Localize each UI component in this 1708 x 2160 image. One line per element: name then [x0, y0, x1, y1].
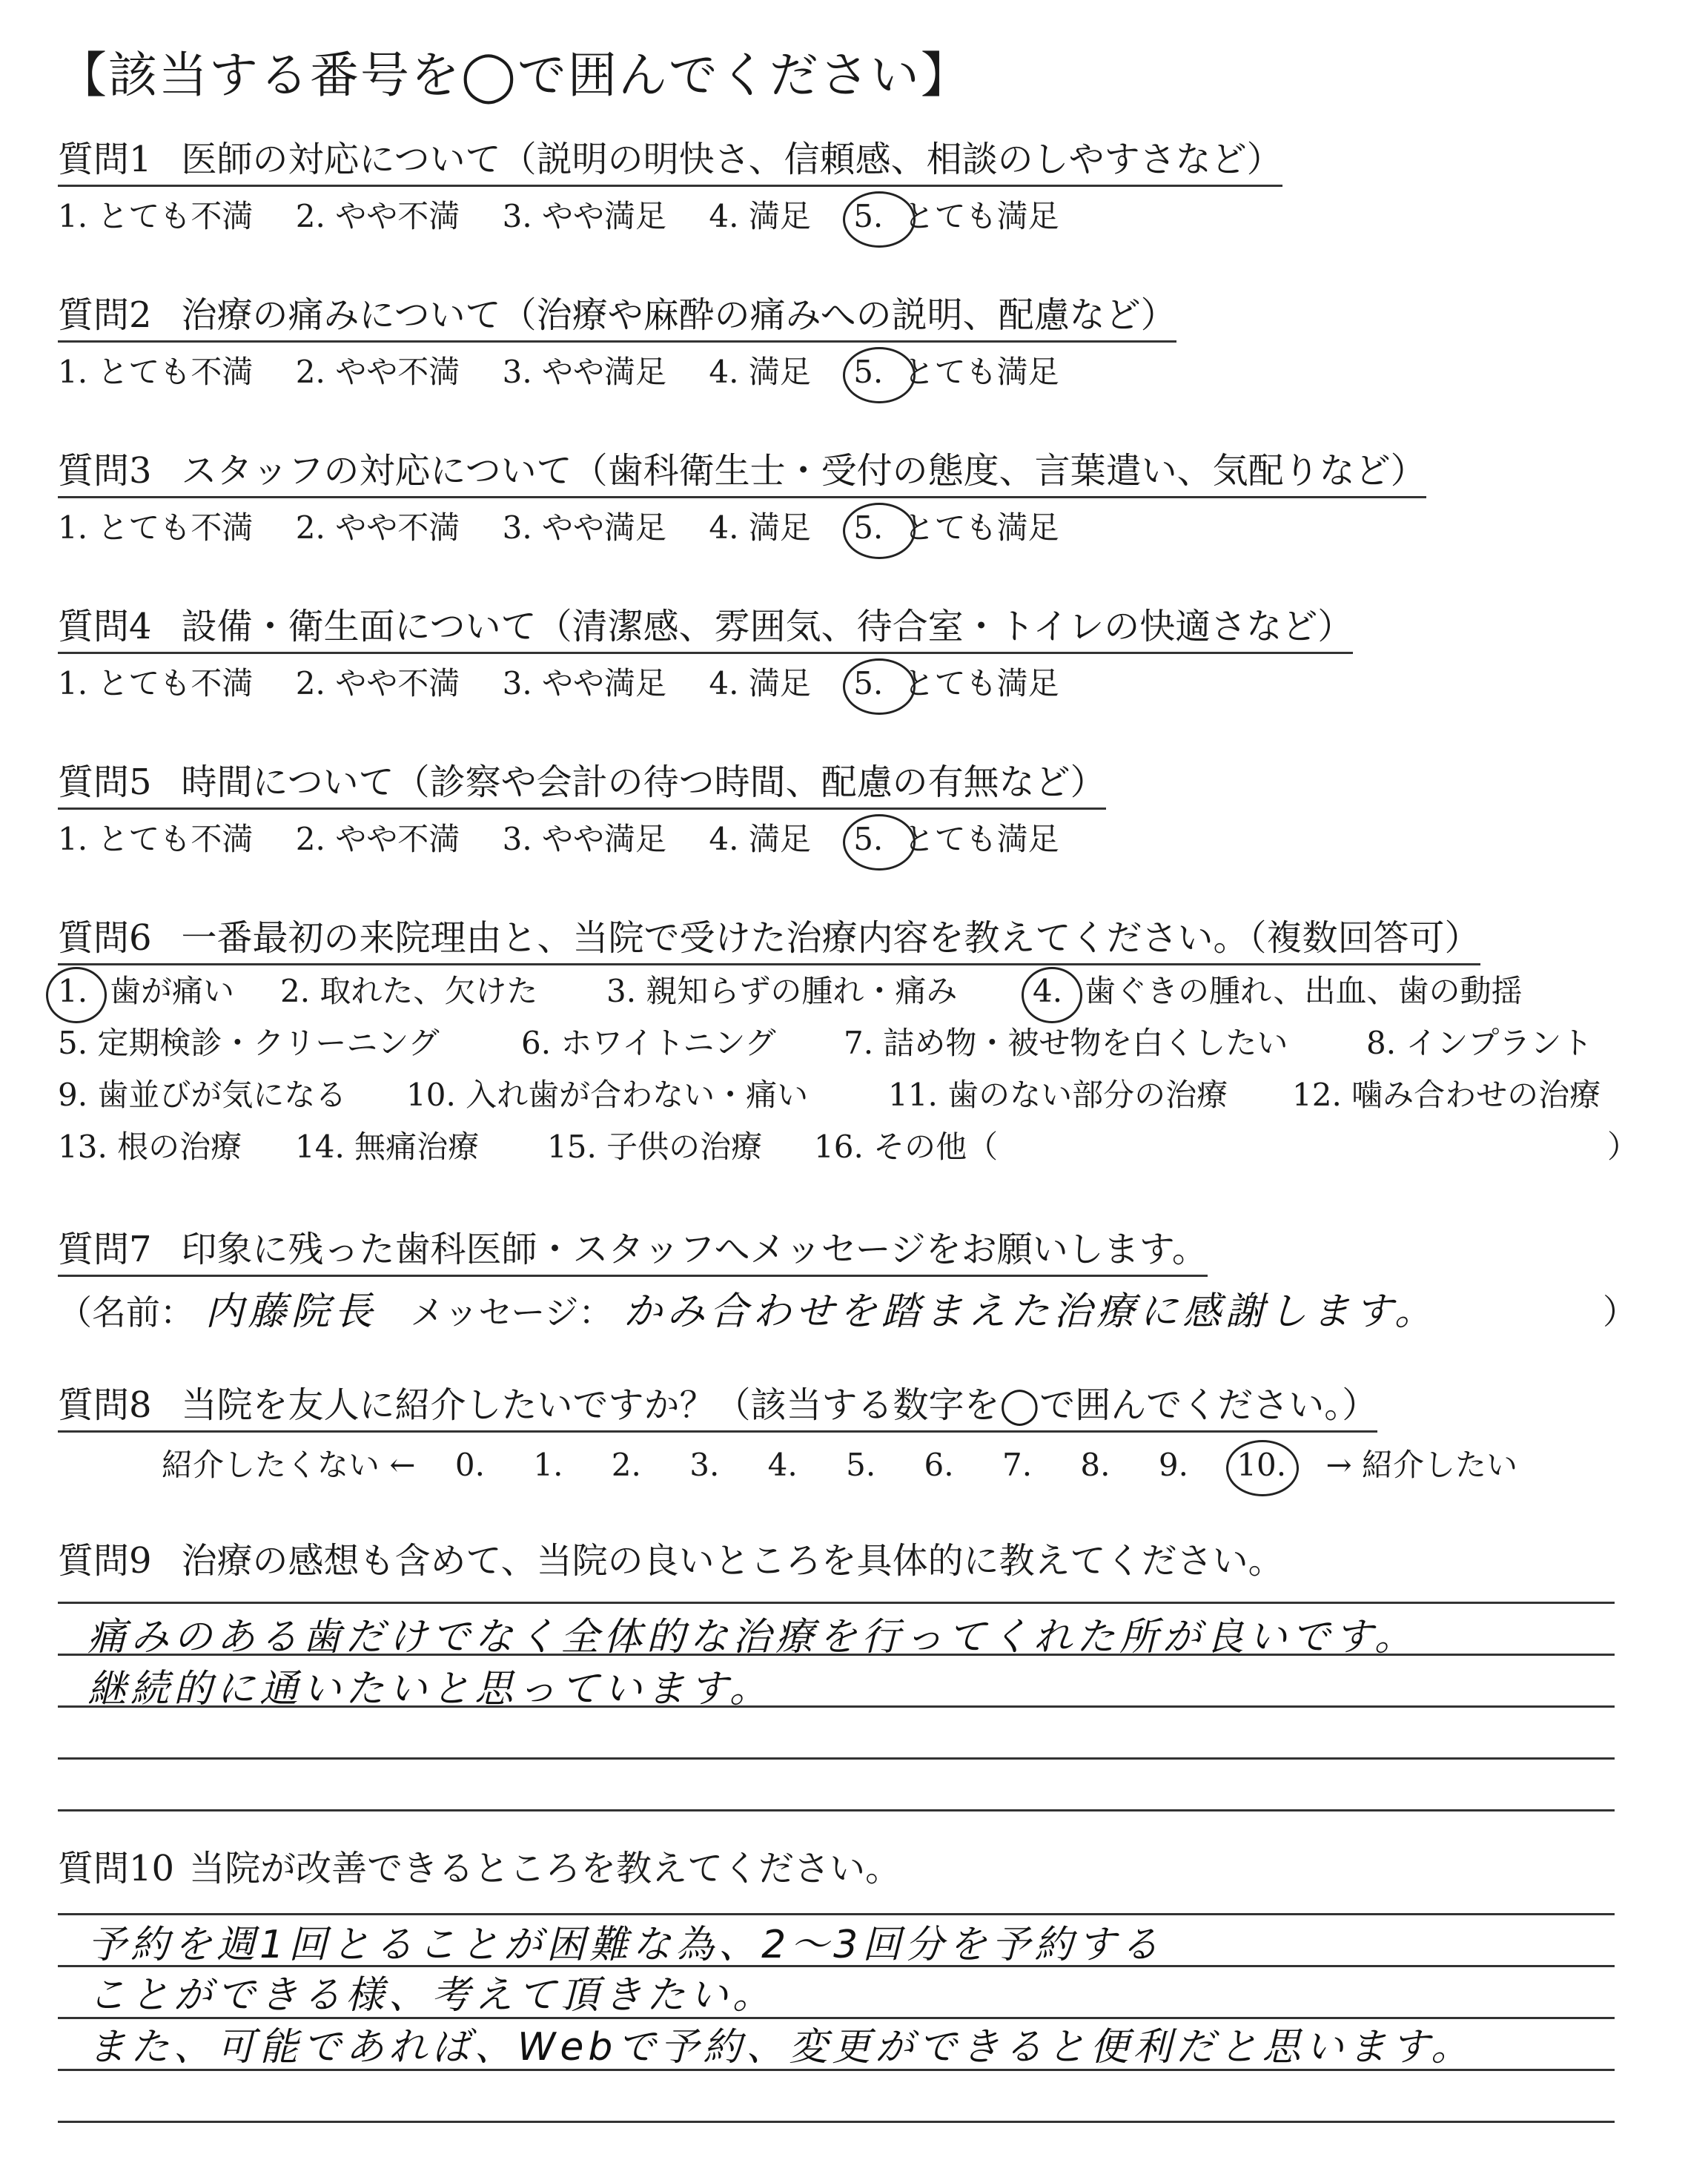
scale-right-label: → 紹介したい	[1325, 1447, 1517, 1483]
question-header	[58, 293, 1176, 343]
recommend-scale	[58, 1441, 1652, 1489]
option-2[interactable]: 2. やや不満	[295, 354, 460, 390]
option-1[interactable]: 1. とても不満	[58, 198, 254, 234]
rating-scale	[58, 193, 1652, 240]
score-2[interactable]: 2.	[611, 1447, 641, 1483]
question-header	[58, 137, 1282, 187]
answer-rule	[58, 1602, 1615, 1604]
option-4[interactable]: 4. 満足	[709, 821, 811, 857]
option-5-selected[interactable]: 5.	[853, 504, 883, 552]
question-header	[58, 1846, 1652, 1891]
score-4[interactable]: 4.	[767, 1447, 798, 1483]
reason-1-number[interactable]: 1.	[58, 973, 88, 1009]
question-label: 質問3	[58, 450, 152, 492]
option-3[interactable]: 3. やや満足	[502, 509, 667, 546]
question-9	[58, 1539, 1652, 1711]
reason-12[interactable]: 12. 噛み合わせの治療	[1292, 1077, 1601, 1113]
score-1[interactable]: 1.	[533, 1447, 563, 1483]
option-1[interactable]: 1. とても不満	[58, 509, 254, 546]
reason-14[interactable]: 14. 無痛治療	[295, 1129, 480, 1165]
option-5-selected[interactable]: 5.	[853, 349, 883, 396]
answer-line-3[interactable]: また、可能であれば、Webで予約、変更ができると便利だと思います。	[87, 2025, 1474, 2070]
reason-10[interactable]: 10. 入れ歯が合わない・痛い	[406, 1077, 809, 1113]
reason-5[interactable]: 5. 定期検診・クリーニング	[58, 1025, 440, 1061]
question-header	[58, 916, 1480, 965]
question-4	[58, 604, 1652, 707]
option-5-label: とても満足	[903, 198, 1059, 234]
question-text: 医師の対応について（説明の明快さ、信頼感、相談のしやすさなど）	[181, 139, 1282, 180]
question-5	[58, 760, 1652, 863]
question-header	[58, 604, 1353, 654]
reason-4-number[interactable]: 4.	[1033, 973, 1063, 1009]
reason-4-label: 歯ぐきの腫れ、出血、歯の動揺	[1085, 973, 1523, 1009]
reason-7[interactable]: 7. 詰め物・被せ物を白くしたい	[844, 1025, 1288, 1061]
option-5-label: とても満足	[903, 665, 1059, 701]
option-5-label: とても満足	[903, 821, 1059, 857]
option-1[interactable]: 1. とても不満	[58, 821, 254, 857]
reason-16-close: ）	[1607, 1129, 1639, 1165]
option-5-label: とても満足	[903, 354, 1059, 390]
reason-16[interactable]: 16. その他（	[814, 1129, 999, 1165]
option-3[interactable]: 3. やや満足	[502, 665, 667, 701]
selection-circle	[1022, 967, 1082, 1023]
question-header	[58, 760, 1106, 810]
question-label: 質問6	[58, 917, 152, 959]
option-3[interactable]: 3. やや満足	[502, 354, 667, 390]
reason-6[interactable]: 6. ホワイトニング	[521, 1025, 776, 1061]
reason-13[interactable]: 13. 根の治療	[58, 1129, 242, 1165]
question-header	[58, 1539, 1652, 1583]
question-text: 一番最初の来院理由と、当院で受けた治療内容を教えてください。（複数回答可）	[181, 917, 1480, 959]
answer-line-1[interactable]: 予約を週1回とることが困難な為、2〜3回分を予約する	[87, 1923, 1164, 1967]
question-8	[58, 1383, 1652, 1489]
question-label: 質問10	[58, 1848, 175, 1889]
scale-left-label: 紹介したくない ←	[162, 1447, 416, 1483]
answer-rule	[58, 1654, 1615, 1656]
question-text: 治療の感想も含めて、当院の良いところを具体的に教えてください。	[181, 1540, 1284, 1582]
rating-scale	[58, 816, 1652, 863]
question-label: 質問2	[58, 294, 152, 336]
answer-rule	[58, 1913, 1615, 1915]
score-10-selected[interactable]: 10.	[1237, 1441, 1286, 1489]
reason-row	[58, 1017, 1652, 1069]
question-label: 質問7	[58, 1229, 152, 1270]
answer-line-2[interactable]: ことができる様、考えて頂きたい。	[87, 1973, 776, 2018]
question-header	[58, 1227, 1208, 1277]
reason-1-label: 歯が痛い	[110, 973, 235, 1009]
selection-circle	[46, 967, 107, 1023]
reason-15[interactable]: 15. 子供の治療	[547, 1129, 763, 1165]
question-10	[58, 1846, 1652, 2070]
option-4[interactable]: 4. 満足	[709, 354, 811, 390]
option-2[interactable]: 2. やや不満	[295, 198, 460, 234]
message-value[interactable]: かみ合わせを踏まえた治療に感謝します。	[623, 1289, 1437, 1334]
score-8[interactable]: 8.	[1080, 1447, 1110, 1483]
answer-rule	[58, 2121, 1615, 2123]
question-text: 当院を友人に紹介したいですか？（該当する数字を◯で囲んでください。）	[181, 1384, 1378, 1426]
question-7	[58, 1227, 1652, 1338]
reason-options	[58, 965, 1652, 1173]
name-value[interactable]: 内藤院長	[205, 1289, 377, 1334]
option-2[interactable]: 2. やや不満	[295, 821, 460, 857]
question-text: 当院が改善できるところを教えてください。	[189, 1848, 901, 1889]
option-3[interactable]: 3. やや満足	[502, 198, 667, 234]
question-1	[58, 137, 1652, 240]
score-9[interactable]: 9.	[1158, 1447, 1188, 1483]
question-text: 治療の痛みについて（治療や麻酔の痛みへの説明、配慮など）	[181, 294, 1176, 336]
answer-rule	[58, 1757, 1615, 1760]
score-3[interactable]: 3.	[689, 1447, 720, 1483]
answer-rule	[58, 2017, 1615, 2019]
reason-9[interactable]: 9. 歯並びが気になる	[58, 1077, 347, 1113]
question-label: 質問4	[58, 606, 152, 647]
message-label: メッセージ：	[410, 1292, 613, 1332]
question-text: 設備・衛生面について（清潔感、雰囲気、待合室・トイレの快適さなど）	[181, 606, 1354, 647]
page-title: 【該当する番号を◯で囲んでください】	[58, 47, 971, 104]
message-close: ）	[1603, 1292, 1637, 1332]
question-label: 質問5	[58, 762, 152, 803]
answer-rule	[58, 1705, 1615, 1708]
rating-scale	[58, 349, 1652, 396]
option-4[interactable]: 4. 満足	[709, 665, 811, 701]
option-5-label: とても満足	[903, 509, 1059, 546]
reason-3[interactable]: 3. 親知らずの腫れ・痛み	[606, 973, 958, 1009]
option-5-selected[interactable]: 5.	[853, 193, 883, 240]
question-label: 質問1	[58, 139, 152, 180]
question-text: 印象に残った歯科医師・スタッフへメッセージをお願いします。	[181, 1229, 1208, 1270]
option-2[interactable]: 2. やや不満	[295, 665, 460, 701]
option-1[interactable]: 1. とても不満	[58, 354, 254, 390]
question-6	[58, 916, 1652, 1173]
score-5[interactable]: 5.	[846, 1447, 876, 1483]
score-6[interactable]: 6.	[924, 1447, 954, 1483]
reason-row	[58, 1121, 1652, 1173]
rating-scale	[58, 660, 1652, 707]
name-label: （名前：	[58, 1292, 194, 1332]
answer-rule	[58, 1965, 1615, 1967]
reason-row	[58, 965, 1652, 1017]
reason-8[interactable]: 8. インプラント	[1366, 1025, 1593, 1061]
answer-rule	[58, 2069, 1615, 2071]
question-text: 時間について（診察や会計の待つ時間、配慮の有無など）	[181, 762, 1106, 803]
question-label: 質問9	[58, 1540, 152, 1582]
option-4[interactable]: 4. 満足	[709, 198, 811, 234]
score-0[interactable]: 0.	[454, 1447, 485, 1483]
score-7[interactable]: 7.	[1002, 1447, 1033, 1483]
rating-scale	[58, 504, 1652, 552]
answer-rule	[58, 1809, 1615, 1811]
option-3[interactable]: 3. やや満足	[502, 821, 667, 857]
reason-2[interactable]: 2. 取れた、欠けた	[280, 973, 538, 1009]
answer-line-1[interactable]: 痛みのある歯だけでなく全体的な治療を行ってくれた所が良いです。	[87, 1615, 1417, 1659]
message-row	[58, 1286, 1652, 1338]
question-2	[58, 293, 1652, 396]
reason-row	[58, 1069, 1652, 1121]
option-4[interactable]: 4. 満足	[709, 509, 811, 546]
option-2[interactable]: 2. やや不満	[295, 509, 460, 546]
question-label: 質問8	[58, 1384, 152, 1426]
option-1[interactable]: 1. とても不満	[58, 665, 254, 701]
reason-11[interactable]: 11. 歯のない部分の治療	[888, 1077, 1228, 1113]
question-3	[58, 449, 1652, 552]
question-header	[58, 449, 1426, 498]
option-5-selected[interactable]: 5.	[853, 816, 883, 863]
question-text: スタッフの対応について（歯科衛生士・受付の態度、言葉遣い、気配りなど）	[181, 450, 1426, 492]
option-5-selected[interactable]: 5.	[853, 660, 883, 707]
answer-line-2[interactable]: 継続的に通いたいと思っています。	[87, 1667, 772, 1711]
question-header	[58, 1383, 1377, 1433]
